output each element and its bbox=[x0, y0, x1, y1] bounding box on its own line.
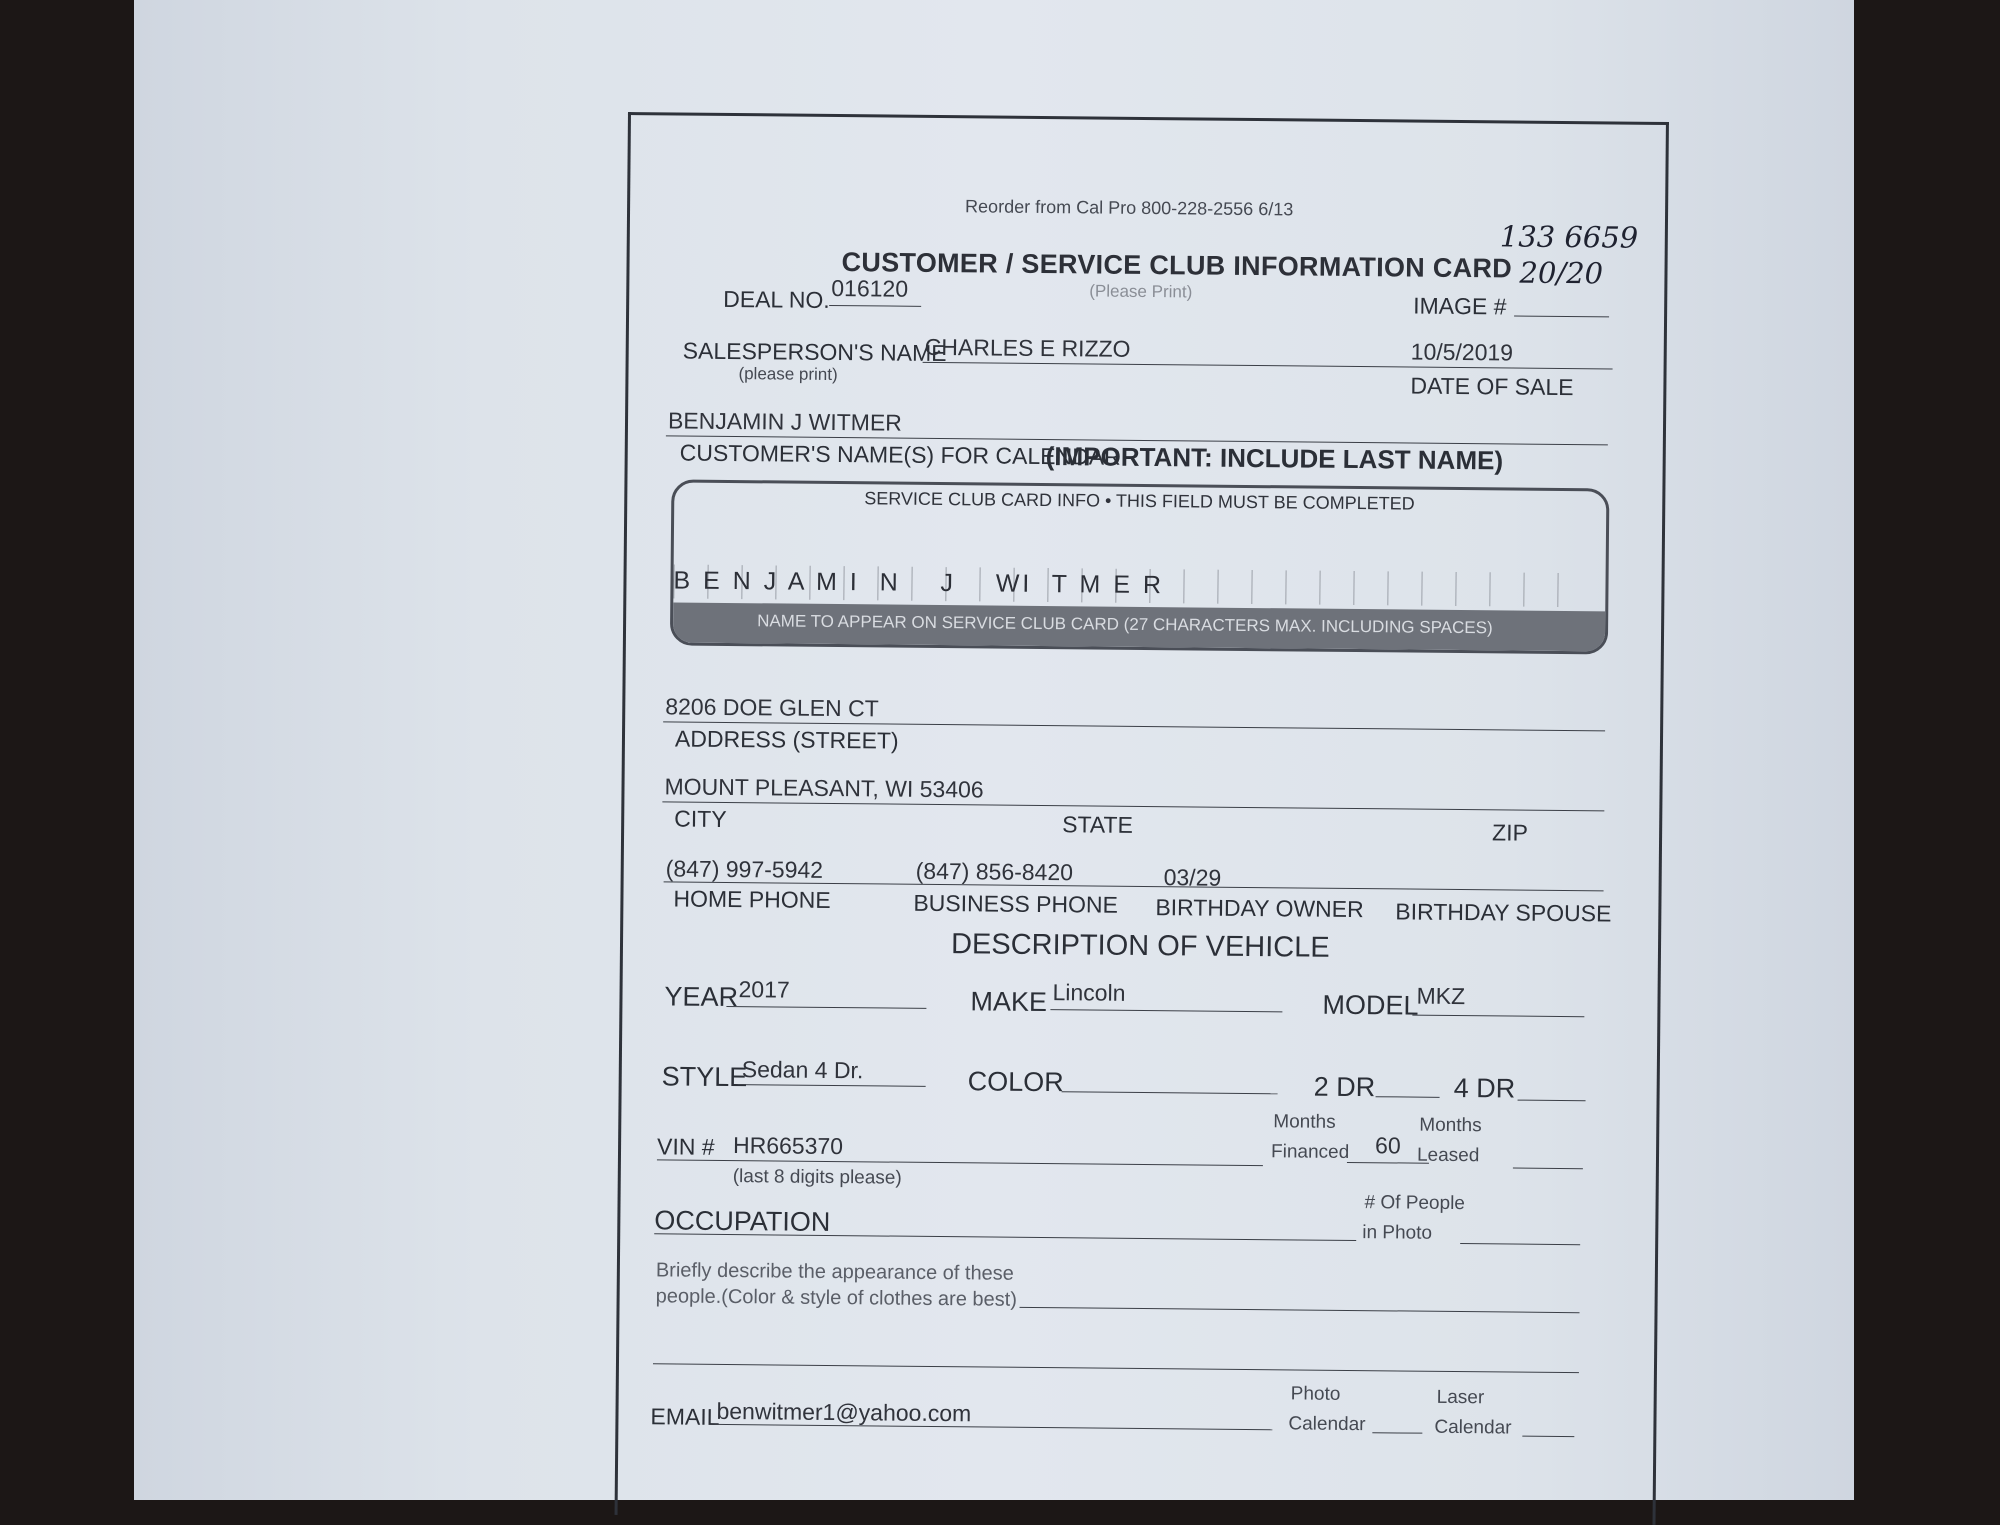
people-in-photo-top: # Of People bbox=[1364, 1192, 1466, 1215]
describe-line-2: people.(Color & style of clothes are best) bbox=[655, 1285, 1018, 1311]
business-phone-value[interactable]: (847) 856-8420 bbox=[915, 857, 1074, 886]
photo-calendar-bottom: Calendar bbox=[1288, 1413, 1366, 1436]
salesperson-subnote: (please print) bbox=[738, 364, 838, 385]
business-phone-label: BUSINESS PHONE bbox=[913, 889, 1119, 918]
service-club-header: SERVICE CLUB CARD INFO • THIS FIELD MUST BE COMPLETED bbox=[864, 488, 1415, 514]
months-leased-line[interactable] bbox=[1513, 1168, 1583, 1170]
deal-no-value[interactable]: 016120 bbox=[831, 274, 909, 302]
home-phone-label: HOME PHONE bbox=[673, 885, 831, 913]
vin-value[interactable]: HR665370 bbox=[732, 1132, 844, 1160]
describe-line-1: Briefly describe the appearance of these bbox=[655, 1259, 1014, 1285]
laser-calendar-bottom: Calendar bbox=[1434, 1416, 1512, 1439]
service-club-box[interactable] bbox=[670, 479, 1610, 654]
card-title: CUSTOMER / SERVICE CLUB INFORMATION CARD bbox=[841, 247, 1513, 284]
address-value[interactable]: 8206 DOE GLEN CT bbox=[665, 693, 879, 722]
make-value[interactable]: Lincoln bbox=[1052, 979, 1126, 1006]
date-of-sale-value[interactable]: 10/5/2019 bbox=[1410, 338, 1514, 366]
describe-line-b[interactable] bbox=[653, 1363, 1579, 1373]
birthday-owner-label: BIRTHDAY OWNER bbox=[1155, 894, 1364, 923]
make-line bbox=[1050, 1009, 1282, 1012]
image-number-label: IMAGE # bbox=[1413, 292, 1507, 320]
birthday-spouse-label: BIRTHDAY SPOUSE bbox=[1395, 898, 1612, 927]
information-card bbox=[615, 112, 1669, 1525]
people-in-photo-bottom: in Photo bbox=[1362, 1222, 1433, 1244]
vehicle-section-heading: DESCRIPTION OF VEHICLE bbox=[950, 928, 1330, 964]
vin-line bbox=[657, 1159, 1263, 1166]
model-value[interactable]: MKZ bbox=[1416, 982, 1466, 1010]
four-door-line[interactable] bbox=[1518, 1100, 1586, 1102]
months-financed-value[interactable]: 60 bbox=[1374, 1132, 1401, 1159]
reorder-text: Reorder from Cal Pro 800-228-2556 6/13 bbox=[965, 196, 1294, 220]
model-line bbox=[1412, 1015, 1584, 1018]
important-note: (IMPORTANT: INCLUDE LAST NAME) bbox=[1045, 441, 1504, 476]
photo-calendar-top: Photo bbox=[1290, 1383, 1341, 1405]
please-print-note: (Please Print) bbox=[1089, 281, 1193, 302]
service-club-footer-text: NAME TO APPEAR ON SERVICE CLUB CARD (27 CHARACTERS MAX. INCLUDING SPACES) bbox=[757, 611, 1493, 638]
city-label: CITY bbox=[674, 805, 727, 832]
vin-note: (last 8 digits please) bbox=[732, 1166, 902, 1189]
customer-name-value[interactable]: BENJAMIN J WITMER bbox=[667, 407, 902, 436]
year-line bbox=[726, 1006, 926, 1009]
service-club-name[interactable]: B E N J A M I N J WI T M E R bbox=[673, 566, 1165, 600]
deal-no-label: DEAL NO. bbox=[723, 285, 830, 313]
home-phone-value[interactable]: (847) 997-5942 bbox=[665, 855, 824, 883]
state-label: STATE bbox=[1062, 811, 1134, 838]
paper-sheet bbox=[134, 0, 1854, 1500]
year-label: YEAR bbox=[664, 981, 739, 1013]
laser-calendar-line[interactable] bbox=[1522, 1436, 1574, 1437]
city-line bbox=[662, 801, 1604, 811]
birthday-owner-value[interactable]: 03/29 bbox=[1163, 864, 1222, 891]
salesperson-label: SALESPERSON'S NAME bbox=[682, 337, 947, 367]
email-value[interactable]: benwitmer1@yahoo.com bbox=[716, 1397, 972, 1427]
months-financed-top: Months bbox=[1273, 1111, 1336, 1133]
model-label: MODEL bbox=[1322, 989, 1419, 1021]
year-value[interactable]: 2017 bbox=[738, 976, 790, 1003]
color-label: COLOR bbox=[967, 1066, 1064, 1098]
people-in-photo-line[interactable] bbox=[1460, 1243, 1580, 1245]
months-leased-top: Months bbox=[1419, 1114, 1482, 1137]
image-number-line[interactable] bbox=[1514, 316, 1609, 318]
date-of-sale-label: DATE OF SALE bbox=[1410, 372, 1574, 401]
salesperson-value[interactable]: CHARLES E RIZZO bbox=[924, 333, 1131, 362]
handwritten-number: 133 6659 bbox=[1499, 219, 1639, 255]
photo-calendar-line[interactable] bbox=[1372, 1432, 1422, 1433]
vin-label: VIN # bbox=[656, 1133, 715, 1160]
style-line bbox=[738, 1084, 926, 1087]
four-door-label: 4 DR bbox=[1453, 1072, 1516, 1104]
two-door-line[interactable] bbox=[1376, 1096, 1440, 1098]
service-club-footer-band bbox=[673, 602, 1605, 651]
email-label: EMAIL bbox=[650, 1403, 720, 1430]
laser-calendar-top: Laser bbox=[1436, 1386, 1485, 1409]
email-line bbox=[714, 1424, 1272, 1430]
city-state-zip-value[interactable]: MOUNT PLEASANT, WI 53406 bbox=[664, 773, 984, 803]
make-label: MAKE bbox=[970, 986, 1048, 1018]
customer-name-label: CUSTOMER'S NAME(S) FOR CALENDAR bbox=[679, 439, 1121, 470]
months-leased-bottom: Leased bbox=[1416, 1144, 1480, 1167]
describe-line-a[interactable] bbox=[1020, 1307, 1580, 1313]
style-value[interactable]: Sedan 4 Dr. bbox=[741, 1056, 864, 1084]
months-financed-bottom: Financed bbox=[1270, 1141, 1350, 1163]
deal-no-line bbox=[829, 305, 921, 307]
two-door-label: 2 DR bbox=[1313, 1071, 1376, 1103]
zip-label: ZIP bbox=[1492, 819, 1529, 846]
address-label: ADDRESS (STREET) bbox=[674, 725, 899, 754]
occupation-label: OCCUPATION bbox=[654, 1205, 831, 1237]
style-label: STYLE bbox=[661, 1061, 748, 1093]
color-line[interactable] bbox=[1062, 1091, 1278, 1094]
handwritten-fraction: 20/20 bbox=[1519, 255, 1604, 291]
